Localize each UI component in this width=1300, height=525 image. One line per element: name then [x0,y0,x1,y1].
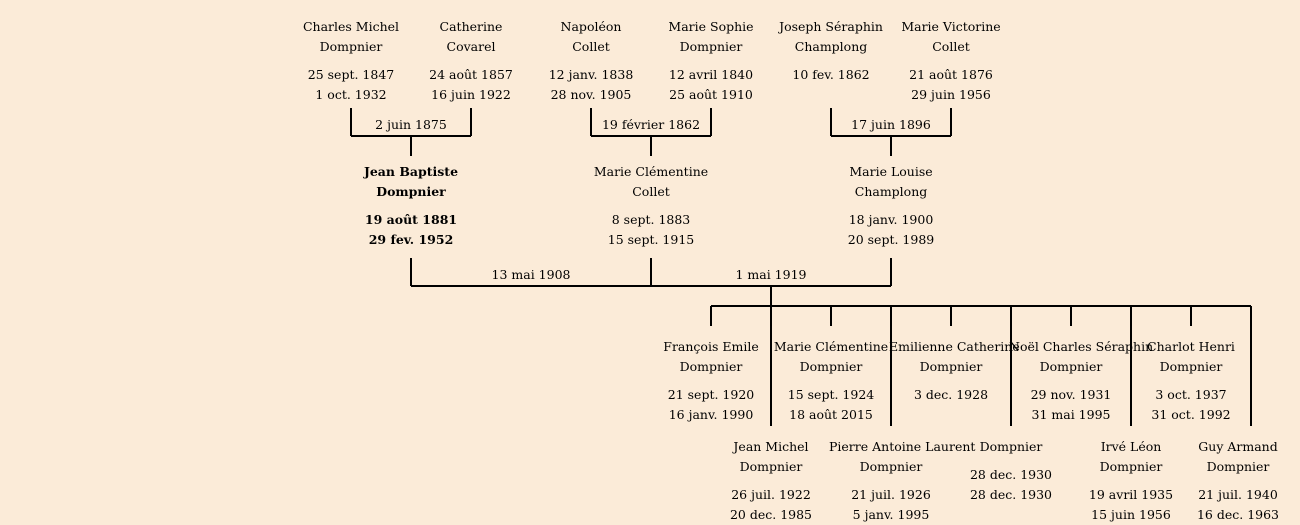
person-surname: Dompnier [679,359,743,374]
person-birth-date: 25 sept. 1847 [307,67,395,82]
person-death-date [889,405,1013,425]
person-birth-date: 12 janv. 1838 [548,67,634,82]
child-card[interactable] [649,337,773,425]
person-surname: Dompnier [1159,359,1223,374]
person-given-name: Marie Clémentine [773,339,889,354]
person-death-date: 18 août 2015 [789,407,873,422]
person-death-date [769,85,893,105]
person-card[interactable] [889,17,1013,105]
person-surname: Champlong [854,184,928,199]
person-death-date: 25 août 1910 [669,87,753,102]
child-card[interactable] [829,437,976,525]
person-death-date: 15 sept. 1915 [607,232,695,247]
person-given-name: Joseph Séraphin [779,19,883,34]
person-birth-date: 3 dec. 1928 [913,387,989,402]
child-card[interactable] [1009,337,1154,425]
person-death-date: 31 mai 1995 [1031,407,1111,422]
person-card[interactable] [649,17,773,105]
person-given-name: Charles Michel [302,19,400,34]
person-given-name: Jean Michel [733,439,809,454]
person-surname: Dompnier [799,359,863,374]
child-card[interactable] [949,437,1073,505]
person-death-date: 15 juin 1956 [1091,507,1171,522]
person-card[interactable] [409,17,533,105]
person-given-name: Marie Clémentine [593,164,709,179]
person-death-date: 16 dec. 1963 [1196,507,1280,522]
person-birth-date: 19 août 1881 [364,212,458,227]
marriage-date: 17 juin 1896 [851,117,931,132]
person-death-date: 29 fev. 1952 [368,232,454,247]
child-card[interactable] [889,337,1020,425]
person-death-date: 16 juin 1922 [431,87,511,102]
person-given-name: François Emile [663,339,759,354]
person-surname: Dompnier [679,39,743,54]
child-card[interactable] [1176,437,1300,525]
person-death-date: 31 oct. 1992 [1151,407,1231,422]
person-given-name: Marie Louise [849,164,933,179]
person-birth-date: 8 sept. 1883 [611,212,691,227]
person-surname: Dompnier [1206,459,1270,474]
person-given-name: Jean Baptiste [363,164,459,179]
person-given-name: Irvé Léon [1100,439,1162,454]
child-card[interactable] [709,437,833,525]
person-card[interactable] [289,17,413,105]
person-surname: Dompnier [319,39,383,54]
person-birth-date: 26 juil. 1922 [731,487,811,502]
person-death-date: 16 janv. 1990 [668,407,754,422]
person-surname: Dompnier [1039,359,1103,374]
person-surname: Dompnier [859,459,923,474]
person-birth-date: 12 avril 1840 [668,67,754,82]
person-birth-date: 15 sept. 1924 [787,387,875,402]
person-card[interactable] [529,17,653,105]
person-given-name: Marie Sophie [668,19,754,34]
person-surname: Collet [632,184,670,199]
spouse-card[interactable] [829,162,953,250]
person-surname: Collet [572,39,610,54]
person-surname: Dompnier [919,359,983,374]
person-given-name: Pierre Antoine Laurent [829,439,976,454]
person-surname: Dompnier [739,459,803,474]
person-birth-date: 21 juil. 1926 [851,487,931,502]
child-card[interactable] [1129,337,1253,425]
person-surname: Dompnier [1099,459,1163,474]
person-card[interactable] [769,17,893,105]
person-death-date: 29 juin 1956 [911,87,991,102]
person-death-date: 20 dec. 1985 [729,507,813,522]
marriage-date: 19 février 1862 [601,117,701,132]
marriage-date: 1 mai 1919 [735,267,807,282]
child-card[interactable] [1069,437,1193,525]
person-death-date: 5 janv. 1995 [852,507,930,522]
person-given-name: Charlot Henri [1147,339,1235,354]
person-birth-date: 21 août 1876 [909,67,993,82]
person-death-date: 20 sept. 1989 [847,232,935,247]
marriage-date: 13 mai 1908 [491,267,571,282]
person-birth-date: 29 nov. 1931 [1030,387,1112,402]
person-given-name: Napoléon [560,19,622,34]
person-given-name: Catherine [439,19,503,34]
person-surname: Collet [932,39,970,54]
person-birth-date: 24 août 1857 [429,67,513,82]
child-card[interactable] [769,337,893,425]
person-surname: Dompnier [376,184,446,199]
person-death-date: 28 nov. 1905 [550,87,632,102]
person-birth-date: 21 sept. 1920 [667,387,755,402]
root-person-card[interactable] [349,162,473,250]
person-birth-date: 3 oct. 1937 [1155,387,1227,402]
person-given-name: Emilienne Catherine [889,339,1020,354]
marriage-date: 2 juin 1875 [375,117,447,132]
person-death-date: 28 dec. 1930 [969,487,1053,502]
spouse-card[interactable] [589,162,713,250]
person-birth-date: 28 dec. 1930 [969,467,1053,482]
person-given-name: Marie Victorine [901,19,1001,34]
person-birth-date: 21 juil. 1940 [1198,487,1278,502]
person-given-name: Guy Armand [1198,439,1278,454]
person-death-date: 1 oct. 1932 [315,87,387,102]
person-surname: Dompnier [979,439,1043,454]
person-birth-date: 19 avril 1935 [1088,487,1174,502]
person-given-name: Noël Charles Séraphin [1009,339,1154,354]
person-surname: Covarel [446,39,496,54]
person-birth-date: 10 fev. 1862 [792,67,870,82]
person-surname: Champlong [794,39,868,54]
person-birth-date: 18 janv. 1900 [848,212,934,227]
